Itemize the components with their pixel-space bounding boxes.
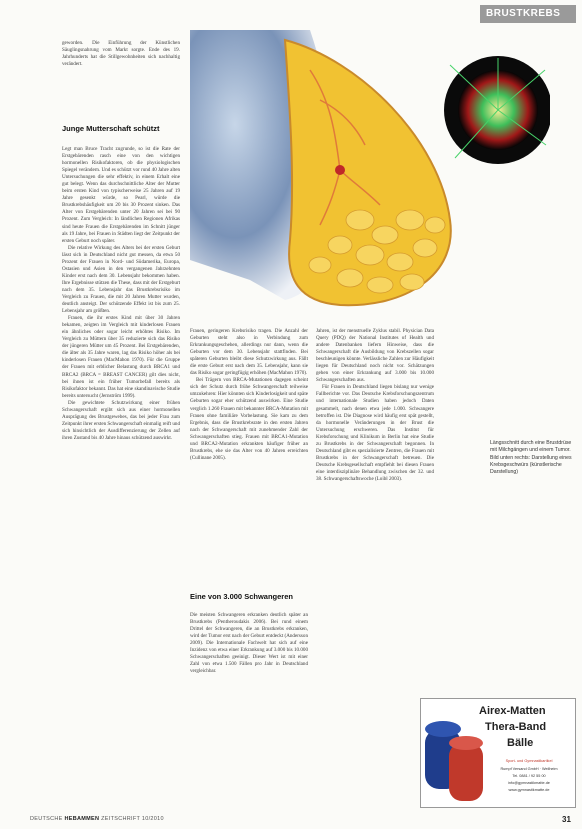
text-column-2-bottom: [190, 612, 308, 808]
intro-column: [62, 40, 180, 98]
footer-magazine-a: DEUTSCHE: [30, 816, 63, 822]
ad-company: Rumpf Versand GmbH · Weilheim: [500, 767, 558, 771]
rolled-mats-icon: [421, 699, 485, 807]
ad-title-theraband: Thera-Band: [485, 721, 547, 733]
image-caption: Längsschnitt durch eine Brustdrüse mit Milchgängen und einem Tumor. Bild unten rechts: Darstellung eines Krebsgeschwürs (künstlerische Darstellung): [490, 440, 572, 476]
footer-magazine-b: HEBAMMEN: [64, 816, 100, 822]
section-header-label: BRUSTKREBS: [486, 8, 561, 19]
magazine-footer: [30, 816, 164, 822]
ad-phone: Tel. 0881 / 92 55 00: [512, 774, 546, 778]
paragraph: Die relative Wirkung des Alters bei der ersten Geburt lässt sich in Deutschland nicht gut messen, da etwa 50 Prozent der Frauen in Nord- und Südamerika, Europa, Ostasien und Asien in den vergangenen Jahrzehnten Kinder erst nach dem 30. Lebensjahr bekommen haben. Ihre Ergebnisse stützen die These, dass mit der Erstgeburt nach dem 35. Lebensjahr das Brustkrebsrisiko im Vergleich zu Frauen, die mit 20 Jahren Mutter wurden, deutlich ansteigt. Der schützende Effekt ist bis zum 25. Lebensjahr am größten.: [62, 244, 180, 315]
section-heading-junge-mutterschaft: Junge Mutterschaft schützt: [62, 124, 160, 133]
ad-website-link[interactable]: www.gymnastikmatte.de: [508, 788, 550, 792]
intro-paragraph: geworden. Die Einführung der Künstlichen Säuglingsnahrung vom Markt sorgte. Ende des 19. Jahrhunderts hat die Stillgewohnheiten sich nachhaltig verändert.: [62, 40, 180, 68]
section-heading-eine-von-3000: Eine von 3.000 Schwangeren: [190, 592, 293, 601]
advertisement-box[interactable]: [420, 698, 576, 808]
ad-title-airex: Airex-Matten: [479, 705, 546, 717]
tumor-in-duct: [335, 165, 345, 175]
text-column-2-top: [190, 328, 308, 583]
ad-email[interactable]: info@gymnastikmatte.de: [508, 781, 550, 785]
text-column-1: [62, 146, 180, 808]
text-column-3: [316, 328, 434, 693]
ad-title-baelle: Bälle: [507, 737, 534, 749]
paragraph: Frauen, die ihr erstes Kind mit über 30 Jahren bekamen, zeigten im Vergleich mit kinderlosen Frauen ein ähnliches oder sogar leicht erhöhtes Risiko. Im Vergleich zu Müttern über 35 reduzierte sich das Risiko der jüngeren Mütter um 45 Prozent. Bei Erstgebärenden, die älter als 35 Jahre waren, lag das Risiko höher als bei kinderlosen Frauen (MacMahon 1970). Für die Gruppe der Frauen mit erblicher Belastung durch BRCA1 und BRCA2 (BRCA = BREAST CANCER) gilt dies nicht, bei ihnen ist ein früher Tumorbefall bereits als Risikofaktor bekannt. Das hat eine skandinavische Studie bereits untersucht (Jernström 1999).: [62, 315, 180, 399]
paragraph: Bei Trägern von BRCA-Mutationen dagegen scheint sich der Schutz durch frühe Schwangerschaft teilweise umzukehren: Hier könnten sich Kinderlosigkeit und späte Geburten sogar eher schützend auswirken. Eine Studie verglich 1.260 Frauen mit bekannter BRCA-Mutation mit Frauen ohne familiäre Vorbelastung. Sie kam zu dem Ergebnis, dass die Brustkrebsrate in den ersten Jahren nach der Schwangerschaft mit zunehmender Zahl der Schwangerschaften stieg. Frauen mit BRCA1-Mutation und BRCA2-Mutation erkrankten häufiger früher an Brustkrebs, ehe sie das Alter von 40 Jahren erreichten (Cullinane 2005).: [190, 377, 308, 461]
paragraph: Jahren, ist der menstruelle Zyklus stabil. Physician Data Query (PDQ) der National Institutes of Health und andere Datenbanken liefern Hinweise, dass die Schwangerschaft die Ausbildung von Krebszellen sogar beschleunigen könnte. Verlässliche Zahlen zur Häufigkeit liegen für Deutschland noch nicht vor. Schätzungen gehen von einer Erkrankung auf 3.000 bis 10.000 Schwangerschaften aus.: [316, 328, 434, 384]
footer-magazine-c: ZEITSCHRIFT 10/2010: [101, 816, 164, 822]
paragraph: Für Frauen in Deutschland liegen bislang nur wenige Fallberichte vor. Das Deutsche Krebsforschungszentrum und internationale Studien haben jedoch Daten gesammelt, nach denen etwa jede 1.000. Schwangere betroffen ist. Die Diagnose wird häufig erst spät gestellt, da hormonelle Veränderungen in der Brust die Untersuchung erschweren. Das Institut für Krebsforschung und Klinikum in Berlin hat eine Studie zu Brustkrebs in der Schwangerschaft begonnen. In Deutschland gibt es spezialisierte Zentren, die Frauen mit Brustkrebs in der Schwangerschaft betreuen. Die Deutsche Krebsgesellschaft empfiehlt bei diesen Frauen eine interdisziplinäre Behandlung zwischen der 32. und 38. Schwangerschaftswoche (Loibl 2003).: [316, 384, 434, 482]
paragraph: Die gewichtete Schutzwirkung einer frühen Schwangerschaft ergibt sich aus einer hormonellen Ausprägung des Brustgewebes, das bei jeder Frau zum Zeitpunkt ihrer ersten Schwangerschaft einmalig reift und sich hinsichtlich der Ausdifferenzierung der Zellen auf ihren Zustand bis 40 Jahre hinaus schützend auswirkt.: [62, 399, 180, 441]
paragraph: Frauen, geringeren Krebsrisiko tragen. Die Anzahl der Geburten steht also in Verbindung zum Erkrankungsgeschehen, allerdings nur dann, wenn die Geburten vor dem 30. Lebensjahr stattfinden. Bei späteren Geburten bleibt diese Schutzwirkung aus. Fällt die erste Geburt erst nach dem 35. Lebensjahr, kann sie das Risiko sogar geringfügig erhöhen (MacMahon 1970).: [190, 328, 308, 377]
page-number: 31: [562, 815, 571, 824]
ad-tagline: Sport- und Gymnastikartikel: [505, 759, 553, 763]
paragraph: Die meisten Schwangeren erkranken deutlich später an Brustkrebs (Pentheroudakis 2006). Bei rund einem Drittel der Schwangeren, die an Brustkrebs erkranken, wird der Tumor erst nach der Geburt entdeckt (Andersson 2009). Die Internationale Fachwelt hat sich auf eine Inzidenz von etwa einer Erkrankung auf 3.000 bis 10.000 Schwangerschaften geeinigt. Dieser Wert ist mit einer Zahl von etwa 1.500 Fällen pro Jahr in Deutschland vergleichbar.: [190, 612, 308, 675]
paragraph: Legt man Bruce Tracht zugrunde, so ist die Rate der Erstgebärenden rasch eine von den wichtigen hormonellen Risikofaktoren, ob die physiologischen Spiegel verändern. Und es schützt vor rund 40 Jahre alten Untersuchungen die sehr effektiv, in einem Erhalt eine gut belegt. Wenn das durchschnittliche Alter der Mutter beim ersten Kind von typischerweise 25 Jahren auf 19 Jahre gesenkt würde, so Pearl, würde die Brustkrebshäufigkeit um 20 bis 30 Prozent sinken. Das Alter von Erstgebärenden unter 20 Jahren sei bei 90 Prozent. Zum Vergleich: In ländlichen Regionen Afrikas sind heute Frauen die Erstgebärenden im Schnitt jünger als 19 Jahre, bei Frauen in Städten liegt der Zeitpunkt der ersten Geburt noch später.: [62, 146, 180, 244]
breast-anatomy-illustration: [190, 30, 550, 315]
